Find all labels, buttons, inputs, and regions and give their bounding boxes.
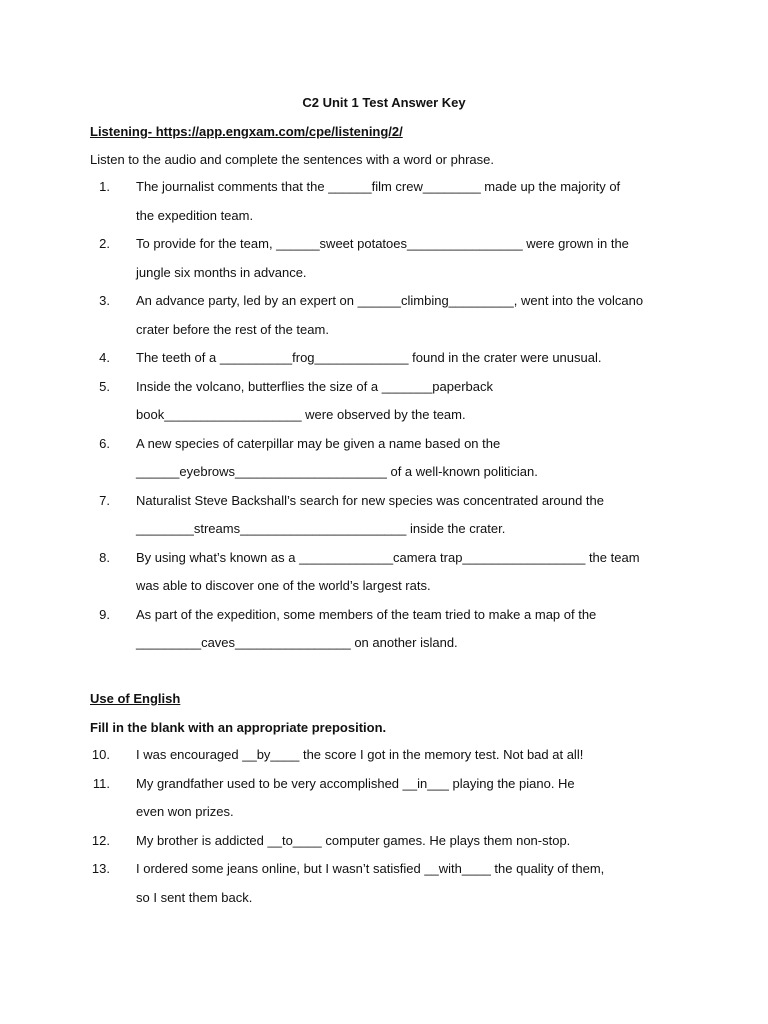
- question-line: jungle six months in advance.: [136, 264, 307, 280]
- page-title: C2 Unit 1 Test Answer Key: [302, 95, 466, 110]
- question-number: 10.: [91, 747, 110, 762]
- use-of-english-instruction: Fill in the blank with an appropriate preposition.: [90, 720, 387, 735]
- question-item: [90, 827, 730, 856]
- question-number: 8.: [99, 549, 110, 565]
- question-item: [90, 430, 730, 487]
- question-line: even won prizes.: [136, 804, 234, 819]
- question-line: Naturalist Steve Backshall’s search for new species was concentrated around the: [136, 492, 605, 508]
- question-text: [136, 855, 604, 912]
- question-line: The teeth of a __________frog_____________ found in the crater were unusual.: [136, 350, 602, 365]
- question-line: Inside the volcano, butterflies the size of a _______paperback: [136, 378, 494, 394]
- question-text: [136, 173, 620, 230]
- question-line: _________caves________________ on another island.: [136, 635, 458, 650]
- question-number: 2.: [99, 236, 110, 251]
- question-number: 13.: [91, 861, 110, 876]
- question-text: [136, 741, 583, 770]
- listening-question-list: [90, 173, 730, 658]
- question-line: As part of the expedition, some members of the team tried to make a map of the: [136, 606, 597, 622]
- question-number: 9.: [99, 606, 110, 622]
- question-item: [90, 770, 730, 827]
- question-line: I was encouraged __by____ the score I got in the memory test. Not bad at all!: [136, 747, 584, 762]
- question-text: [136, 373, 493, 430]
- question-line: My grandfather used to be very accomplished __in___ playing the piano. He: [136, 775, 575, 791]
- question-line: crater before the rest of the team.: [136, 321, 329, 337]
- question-line: ______eyebrows_____________________ of a well-known politician.: [136, 464, 538, 479]
- question-item: [90, 544, 730, 601]
- question-number: 3.: [99, 293, 110, 308]
- listening-instruction: Listen to the audio and complete the sentences with a word or phrase.: [90, 152, 494, 167]
- question-item: [90, 173, 730, 230]
- question-line: book___________________ were observed by the team.: [136, 407, 466, 422]
- question-line: I ordered some jeans online, but I wasn’t satisfied __with____ the quality of them,: [136, 861, 605, 876]
- question-number: 12.: [91, 832, 110, 848]
- question-text: [136, 287, 643, 344]
- question-text: [136, 770, 575, 827]
- question-line: To provide for the team, ______sweet potatoes________________ were grown in the: [136, 236, 629, 251]
- question-line: was able to discover one of the world’s largest rats.: [136, 578, 431, 593]
- listening-heading[interactable]: Listening- https://app.engxam.com/cpe/listening/2/: [90, 124, 403, 139]
- question-item: [90, 230, 730, 287]
- question-item: [90, 373, 730, 430]
- question-item: [90, 287, 730, 344]
- question-text: [136, 601, 596, 658]
- question-item: [90, 601, 730, 658]
- question-item: [90, 487, 730, 544]
- question-number: 7.: [99, 492, 110, 508]
- question-number: 1.: [99, 179, 110, 194]
- use-of-english-heading: Use of English: [90, 691, 181, 706]
- question-line: An advance party, led by an expert on ______climbing_________, went into the volcano: [136, 293, 644, 308]
- question-line: My brother is addicted __to____ computer games. He plays them non-stop.: [136, 832, 571, 848]
- question-line: A new species of caterpillar may be given a name based on the: [136, 435, 501, 451]
- question-line: so I sent them back.: [136, 889, 253, 905]
- question-line: the expedition team.: [136, 207, 254, 223]
- question-number: 5.: [99, 378, 110, 394]
- question-text: [136, 544, 640, 601]
- question-line: By using what’s known as a _____________camera trap_________________ the team: [136, 549, 640, 565]
- question-number: 6.: [99, 435, 110, 451]
- question-number: 11.: [92, 775, 110, 791]
- question-number: 4.: [99, 350, 110, 365]
- use-of-english-question-list: [90, 741, 730, 912]
- question-item: [90, 855, 730, 912]
- question-item: [90, 741, 730, 770]
- question-item: [90, 344, 730, 373]
- question-text: [136, 230, 629, 287]
- question-text: [136, 344, 601, 373]
- question-text: [136, 827, 570, 856]
- question-line: The journalist comments that the ______film crew________ made up the majority of: [136, 179, 621, 194]
- question-text: [136, 487, 604, 544]
- question-line: ________streams_______________________ inside the crater.: [136, 521, 506, 536]
- question-text: [136, 430, 538, 487]
